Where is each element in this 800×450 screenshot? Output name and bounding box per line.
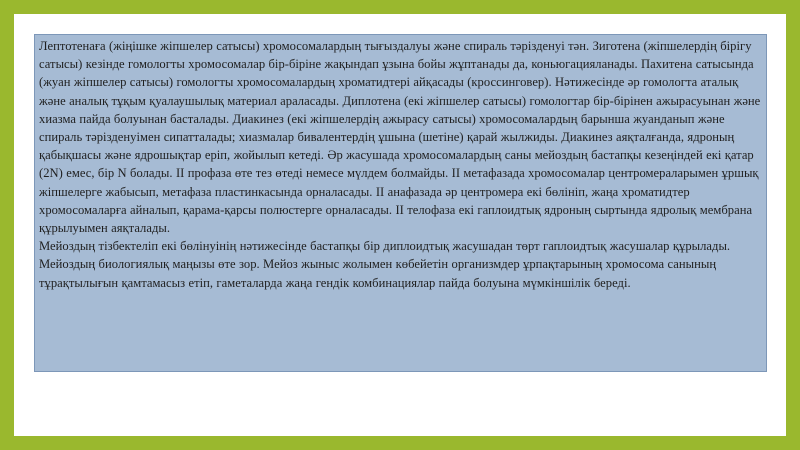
slide-border-bottom [0, 436, 800, 450]
slide-border-top [0, 0, 800, 14]
slide-border-left [0, 0, 14, 450]
paragraph-meiosis-phases: Лептотенаға (жіңішке жіпшелер сатысы) хромосомалардың тығыздалуы және спираль тәрізденуі тән. Зиготена (жіпшелердің бірігу сатысы) кезінде гомологты хромосомалар бір-біріне жақындап ұзына бойы жұптанады да, коньюгацияланады. Пахитена сатысында (жуан жіпшелер сатысы) гомологты хромосомалардың хроматидтері айқасады (кроссинговер). Нәтижесінде әр гомологта аталық және аналық тұқым қуалаушылық материал араласады. Диплотена (екі жіпшелер сатысы) гомологтар бір-бірінен ажырасуынан және хиазма пайда болуынан басталады. Диакинез (екі жіпшелердің ажырасу сатысы) хромосомалардың барынша жуанданып және спираль тәрізденуімен сипатталады; хиазмалар бивалентердің ұшына (шетіне) қарай жылжиды. Диакинез аяқталғанда, ядроның қабықшасы және ядрошықтар еріп, жойылып кетеді. Әр жасушада хромосомалардың саны мейоздың бастапқы кезеңіндей екі қатар (2N) емес, бір N болады. II профаза өте тез өтеді немесе мүлдем болмайды. II метафазада хромосомалар центромераларымен ұршық жіпшелерге жабысып, метафаза пластинкасында орналасады. II анафазада әр центромера екі бөлініп, жаңа хроматидтер хромосомаларға айналып, қарама-қарсы полюстерге орналасады. II телофаза екі гаплоидтық ядроның сыртында ядролық мембрана құрылуымен аяқталады. [39, 39, 761, 236]
paragraph-meiosis-significance: Мейоздың тізбектеліп екі бөлінуінің нәтижесінде бастапқы бір диплоидтық жасушадан төрт гаплоидтық жасушалар құрылады. Мейоздың биологиялық маңызы өте зор. Мейоз жыныс жолымен көбейетін организмдер ұрпақтарының хромосома санының тұрақтылығын қамтамасыз етіп, гаметаларда жаңа гендік комбинациялар пайда болуына мүмкіншілік береді. [39, 239, 731, 290]
text-box [34, 34, 767, 372]
slide-border-right [786, 0, 800, 450]
